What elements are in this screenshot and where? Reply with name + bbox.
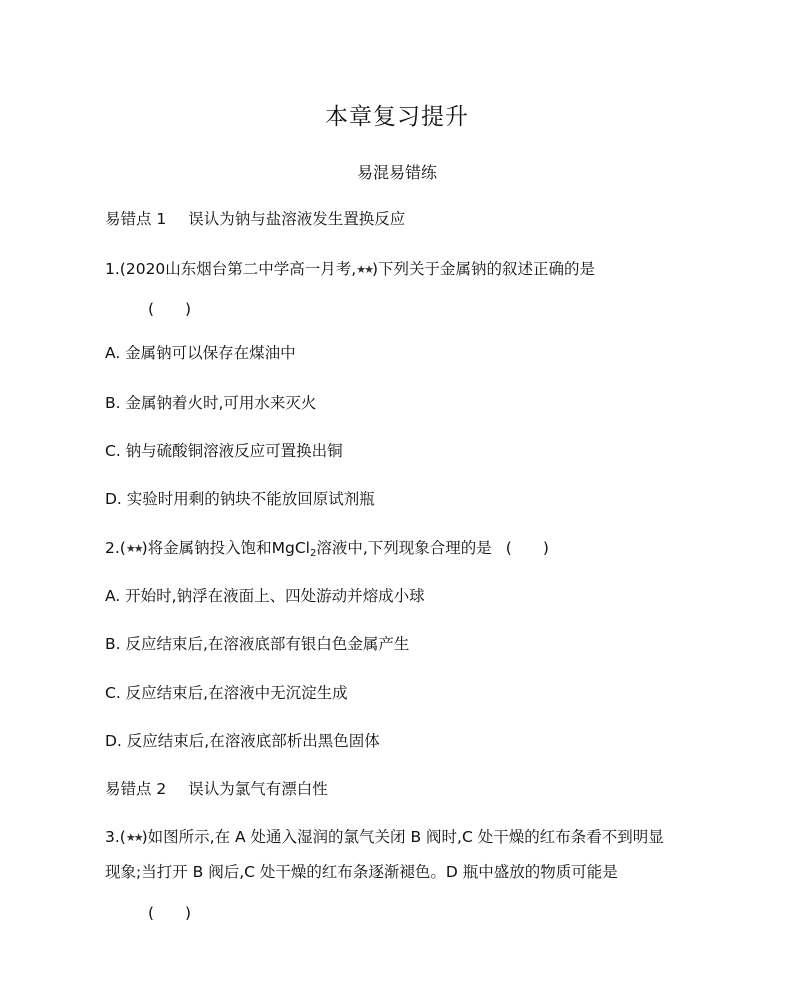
question-source: (2020山东烟台第二中学高一月考, <box>119 260 357 278</box>
option-2d: D. 反应结束后,在溶液底部析出黑色固体 <box>105 732 380 750</box>
answer-bracket-3: ( ) <box>148 904 192 922</box>
question-number: 3. <box>105 828 120 846</box>
page-subtitle: 易混易错练 <box>356 163 437 182</box>
option-1a: A. 金属钠可以保存在煤油中 <box>105 344 296 362</box>
section-label: 易错点 1 <box>105 210 167 228</box>
option-1d: D. 实验时用剩的钠块不能放回原试剂瓶 <box>105 490 375 508</box>
section-heading-1 <box>105 208 405 230</box>
answer-bracket-1: ( ) <box>148 300 192 318</box>
section-label: 易错点 2 <box>105 780 167 798</box>
question-number: 2. <box>105 539 120 557</box>
difficulty-stars-icon: ★★ <box>125 831 142 844</box>
question-text: )将金属钠投入饱和MgCl <box>141 539 310 557</box>
option-2b: B. 反应结束后,在溶液底部有银白色金属产生 <box>105 635 410 653</box>
option-1b: B. 金属钠着火时,可用水来灭火 <box>105 394 317 412</box>
subscript: 2 <box>309 548 317 559</box>
question-1-stem <box>105 258 595 281</box>
section-text: 误认为氯气有漂白性 <box>188 780 328 798</box>
question-3-stem-line1 <box>105 826 664 849</box>
question-2-stem <box>105 537 549 565</box>
question-prefix: ( <box>119 828 126 846</box>
page-title: 本章复习提升 <box>325 104 469 130</box>
difficulty-stars-icon: ★★ <box>356 263 372 276</box>
question-text: )如图所示,在 A 处通入湿润的氯气关闭 B 阀时,C 处干燥的红布条看不到明显 <box>141 828 664 846</box>
section-heading-2 <box>105 778 328 800</box>
option-2a: A. 开始时,钠浮在液面上、四处游动并熔成小球 <box>105 587 425 605</box>
question-number: 1. <box>105 260 120 278</box>
option-2c: C. 反应结束后,在溶液中无沉淀生成 <box>105 684 348 702</box>
question-text: )下列关于金属钠的叙述正确的是 <box>371 260 596 278</box>
answer-bracket-2: ( ) <box>505 539 549 557</box>
difficulty-stars-icon: ★★ <box>125 542 142 555</box>
question-3-stem-line2: 现象;当打开 B 阀后,C 处干燥的红布条逐渐褪色。D 瓶中盛放的物质可能是 <box>105 863 618 881</box>
option-1c: C. 钠与硫酸铜溶液反应可置换出铜 <box>105 442 343 460</box>
question-text-cont: 溶液中,下列现象合理的是 <box>316 539 492 557</box>
section-text: 误认为钠与盐溶液发生置换反应 <box>188 210 406 228</box>
question-prefix: ( <box>119 539 126 557</box>
